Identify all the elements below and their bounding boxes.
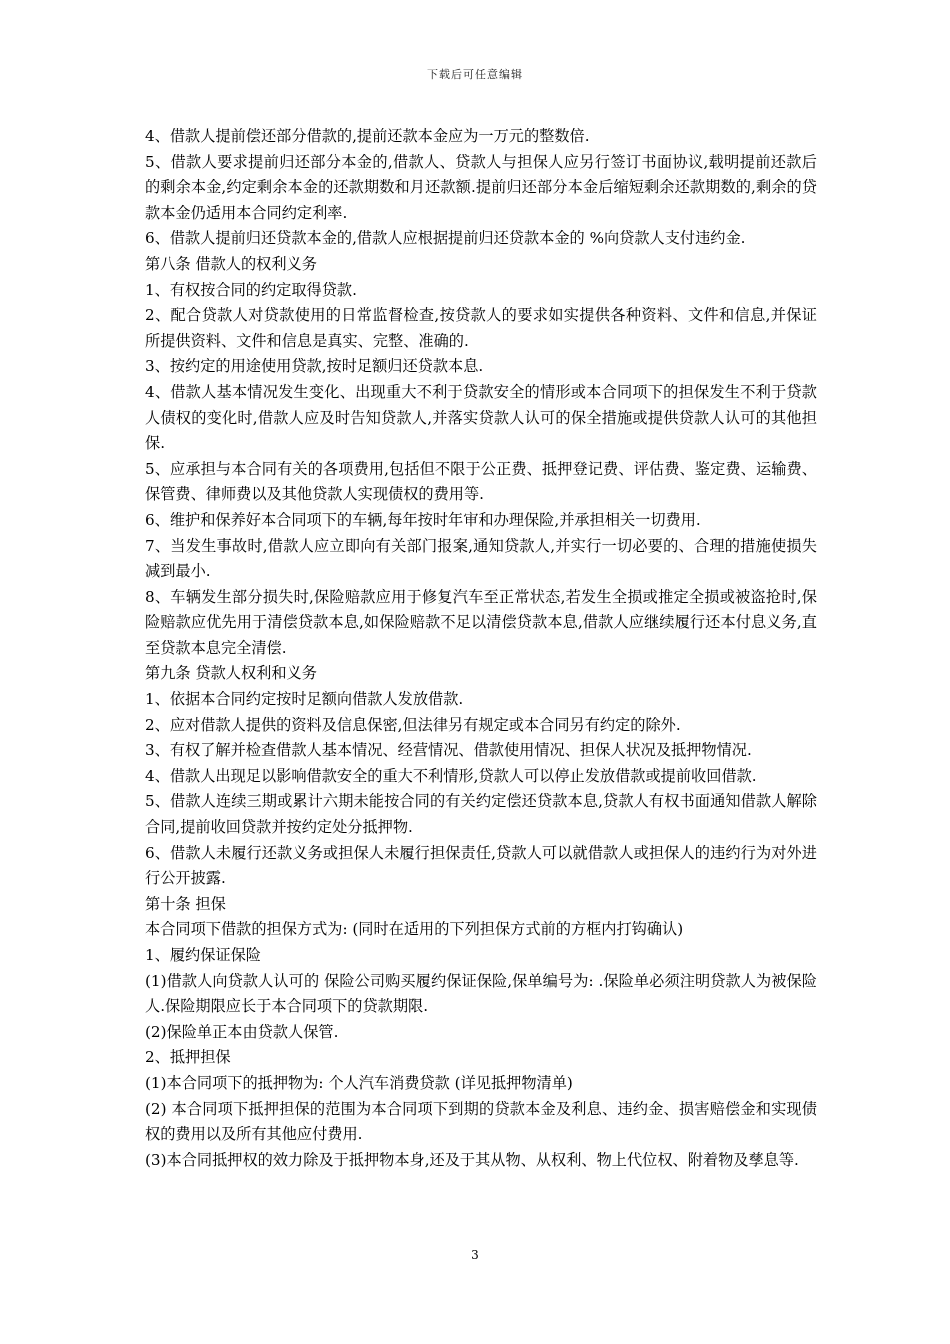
guarantee-method-intro: 本合同项下借款的担保方式为: (同时在适用的下列担保方式前的方框内打钩确认) bbox=[145, 920, 684, 939]
article-8-heading: 第八条 借款人的权利义务 bbox=[145, 254, 317, 273]
article-9-item-3: 3、有权了解并检查借款人基本情况、经营情况、借款使用情况、担保人状况及抵押物情况. bbox=[145, 741, 752, 760]
guarantee-option-2-item-3: (3)本合同抵押权的效力除及于抵押物本身,还及于其从物、从权利、物上代位权、附着物及孳息等. bbox=[145, 1150, 799, 1169]
article-8-item-7: 7、当发生事故时,借款人应立即向有关部门报案,通知贷款人,并实行一切必要的、合理的措施使损失减到最小. bbox=[145, 536, 817, 581]
clause-7-item-4: 4、借款人提前偿还部分借款的,提前还款本金应为一万元的整数倍. bbox=[145, 127, 590, 145]
article-9-item-6: 6、借款人未履行还款义务或担保人未履行担保责任,贷款人可以就借款人或担保人的违约行为对外进行公开披露. bbox=[145, 843, 817, 888]
article-9-item-5: 5、借款人连续三期或累计六期未能按合同的有关约定偿还贷款本息,贷款人有权书面通知借款人解除合同,提前收回贷款并按约定处分抵押物. bbox=[145, 792, 817, 837]
guarantee-option-2-item-2: (2) 本合同项下抵押担保的范围为本合同项下到期的贷款本金及利息、违约金、损害赔偿金和实现债权的费用以及所有其他应付费用. bbox=[145, 1099, 817, 1144]
article-8-item-8: 8、车辆发生部分损失时,保险赔款应用于修复汽车至正常状态,若发生全损或推定全损或被盗抢时,保险赔款应优先用于清偿贷款本息,如保险赔款不足以清偿贷款本息,借款人应继续履行还本付息义务,直至贷款本息完全清偿. bbox=[145, 587, 817, 657]
guarantee-option-2-item-1: (1)本合同项下的抵押物为: 个人汽车消费贷款 (详见抵押物清单) bbox=[145, 1073, 573, 1092]
page-header: 下载后可任意编辑 bbox=[427, 68, 523, 81]
guarantee-option-1-heading: 1、履约保证保险 bbox=[145, 946, 261, 964]
article-10-heading: 第十条 担保 bbox=[145, 894, 226, 913]
document-body bbox=[145, 124, 817, 1173]
article-9-item-2: 2、应对借款人提供的资料及信息保密,但法律另有规定或本合同另有约定的除外. bbox=[145, 715, 681, 734]
article-8-item-2: 2、配合贷款人对贷款使用的日常监督检查,按贷款人的要求如实提供各种资料、文件和信息,并保证所提供资料、文件和信息是真实、完整、准确的. bbox=[145, 306, 817, 350]
article-8-item-6: 6、维护和保养好本合同项下的车辆,每年按时年审和办理保险,并承担相关一切费用. bbox=[145, 510, 701, 529]
page-number: 3 bbox=[471, 1248, 479, 1262]
article-9-item-4: 4、借款人出现足以影响借款安全的重大不利情形,贷款人可以停止发放借款或提前收回借款. bbox=[145, 766, 757, 785]
article-8-item-1: 1、有权按合同的约定取得贷款. bbox=[145, 280, 357, 299]
guarantee-option-1-item-2: (2)保险单正本由贷款人保管. bbox=[145, 1022, 339, 1041]
clause-7-item-6: 6、借款人提前归还贷款本金的,借款人应根据提前归还贷款本金的 %向贷款人支付违约金. bbox=[145, 229, 746, 248]
guarantee-option-1-item-1: (1)借款人向贷款人认可的 保险公司购买履约保证保险,保单编号为: .保险单必须注明贷款人为被保险人.保险期限应长于本合同项下的贷款期限. bbox=[145, 971, 817, 1016]
article-9-heading: 第九条 贷款人权利和义务 bbox=[145, 664, 317, 683]
guarantee-option-2-heading: 2、抵押担保 bbox=[145, 1048, 231, 1067]
clause-7-item-5: 5、借款人要求提前归还部分本金的,借款人、贷款人与担保人应另行签订书面协议,载明提前还款后的剩余本金,约定剩余本金的还款期数和月还款额.提前归还部分本金后缩短剩余还款期数的,剩余的贷款本金仍适用本合同约定利率. bbox=[145, 152, 817, 222]
article-8-item-4: 4、借款人基本情况发生变化、出现重大不利于贷款安全的情形或本合同项下的担保发生不利于贷款人债权的变化时,借款人应及时告知贷款人,并落实贷款人认可的保全措施或提供贷款人认可的其他担保. bbox=[145, 382, 817, 453]
article-8-item-3: 3、按约定的用途使用贷款,按时足额归还贷款本息. bbox=[145, 357, 484, 376]
article-9-item-1: 1、依据本合同约定按时足额向借款人发放借款. bbox=[145, 690, 464, 709]
article-8-item-5: 5、应承担与本合同有关的各项费用,包括但不限于公正费、抵押登记费、评估费、鉴定费、运输费、保管费、律师费以及其他贷款人实现债权的费用等. bbox=[145, 459, 817, 504]
